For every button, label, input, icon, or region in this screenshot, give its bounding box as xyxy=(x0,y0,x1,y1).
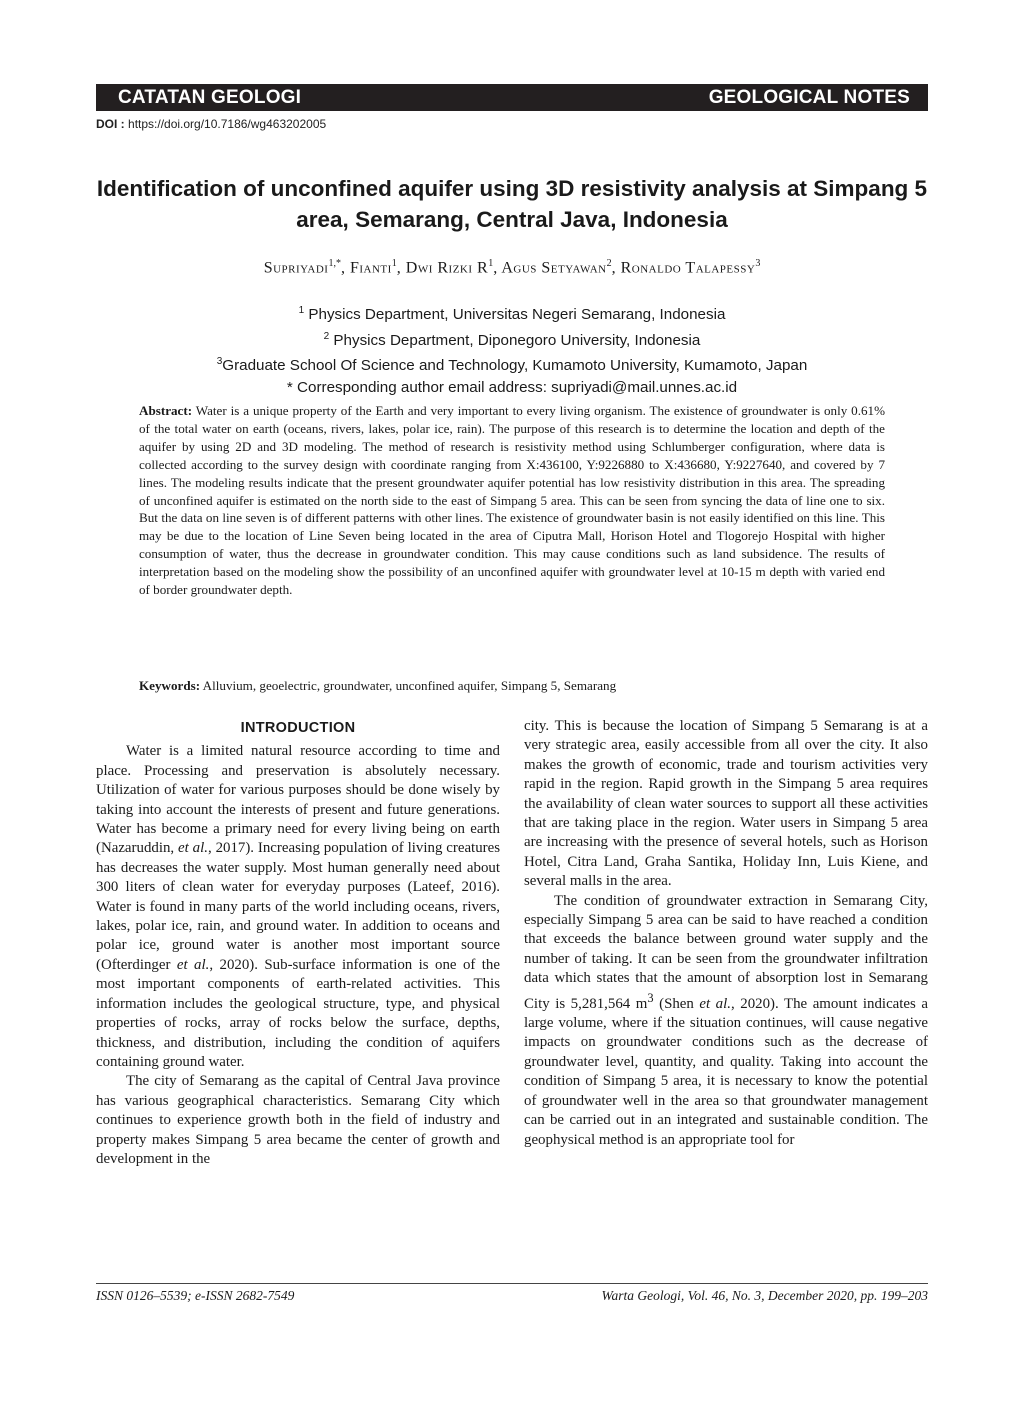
affiliations xyxy=(96,300,928,398)
body-column-right xyxy=(524,717,928,1150)
author-list: Supriyadi$^{1,*}$, Fianti$^1$, Dwi Rizki $R^1$, Agus Setyawan$^2$, Ronaldo Talapessy$^3$ xyxy=(263,258,761,277)
affiliation-line xyxy=(96,326,928,352)
body-paragraph: The city of Semarang as the capital of Central Java province has various geographical characteristics. Semarang City which continues to experience growth both in the field of industry and property makes Simpang 5 area became the center of growth and development in the xyxy=(96,1073,500,1167)
author-affiliation-mark: 2 xyxy=(606,258,612,269)
paragraph-text: Water is a limited natural resource according to time and place. Processing and preservation is absolutely necessary. Utilization of water for various purposes should be done wisely by taking into account the interests of present and future generations. Water has become a primary need for every living being on earth (Nazaruddin, xyxy=(96,743,500,857)
paragraph-text: The condition of groundwater extraction in Semarang City, especially Simpang 5 area can be said to have reached a condition that exceeds the balance between ground water supply and the number of taking. It can be seen from the groundwater infiltration data which states that the amount of absorption lost in Semarang City is 5,281,564 m xyxy=(524,892,928,1012)
affiliation-line xyxy=(96,300,928,326)
body-paragraph xyxy=(96,742,500,1072)
footer-issn: ISSN 0126–5539; e-ISSN 2682-7549 xyxy=(96,1288,295,1303)
affiliation-mark: 1 xyxy=(298,305,305,316)
keywords-label: Keywords: xyxy=(139,678,201,693)
section-label-right: GEOLOGICAL NOTES xyxy=(708,86,910,108)
journal-header-bar xyxy=(96,84,928,111)
affiliation-mark: 2 xyxy=(323,330,330,342)
body-paragraph: city. This is because the location of Simpang 5 Semarang is at a very strategic area, easily accessible from all over the city. It also makes the growth of economic, trade and tourism activities very rapid in the region. Rapid growth in the Simpang 5 area requires the availability of clean water sources to support all these activities that are taking place in the region. Water users in Simpang 5 area are increasing with the presence of several hotels, such as Horison Hotel, Citra Land, Graha Santika, Holiday Inn, Luis Kiene, and several malls in the area. xyxy=(524,718,928,890)
citation-etal: et al. xyxy=(176,956,210,973)
paragraph-text: , 2017). Increasing population of living creatures has decreases the water supply. Most human generally need about 300 liters of clean water for everyday purposes (Lateef, 2016). Water is found in many parts of the world including oceans, rivers, lakes, polar ice, rain, and ground water. In addition to oceans and polar ice, ground water is another most important source (Ofterdinger xyxy=(96,840,501,973)
abstract-label: Abstract: xyxy=(139,403,193,418)
citation-etal: et al. xyxy=(178,840,208,857)
affiliation-line xyxy=(96,351,928,377)
section-heading-introduction: INTRODUCTION xyxy=(240,720,356,736)
affiliation-text: Graduate School Of Science and Technology, Kumamoto University, Kumamoto, Japan xyxy=(222,357,808,375)
author-affiliation-mark: 1,* xyxy=(328,258,341,269)
author-affiliation-mark: 3 xyxy=(755,258,761,269)
author-name: Ronaldo Talapessy xyxy=(620,259,756,277)
author-name: Fianti xyxy=(349,259,392,277)
citation-etal: et al. xyxy=(699,995,731,1012)
body-paragraph xyxy=(524,892,928,1150)
author-affiliation-mark: 1 xyxy=(488,258,494,269)
paragraph-text: (Shen xyxy=(653,995,700,1012)
paragraph-text: , 2020). Sub-surface information is one of the most important components of earth-related activities. This information includes the geological structure, type, and physical properties of rocks, array of rocks below the surface, depths, thickness, and distribution, including the condition of aquifers containing ground water. xyxy=(96,956,500,1070)
footer-divider xyxy=(96,1283,928,1284)
section-label-left: CATATAN GEOLOGI xyxy=(118,86,302,108)
corresponding-author-line xyxy=(96,377,928,399)
affiliation-mark: 3 xyxy=(216,356,223,368)
affiliation-text: Physics Department, Diponegoro University, Indonesia xyxy=(333,331,701,349)
author-name: Agus Setyawan xyxy=(501,259,607,277)
affiliation-text: Physics Department, Universitas Negeri Semarang, Indonesia xyxy=(308,306,726,324)
abstract-text: Water is a unique property of the Earth and very important to every living organism. The existence of groundwater is only 0.61% of the total water on earth (oceans, rivers, lakes, polar ice, rain). The purpose of this research is to determine the location and depth of the aquifer by using 2D and 3D modeling. The method of research is resistivity method using Schlumberger configuration, where data is collected according to the survey design with coordinate ranging from X:436100, Y:9226880 to X:436680, Y:9227640, and covered by 7 lines. The modeling results indicate that the present groundwater aquifer potential has low resistivity distribution in this area. The spreading of unconfined aquifer is estimated on the north side to the east of Simpang 5 area. This can be seen from syncing the data of line one to six. But the data on line seven is of different patterns with other lines. The existence of groundwater basin is not easily identified on this line. This may be due to the location of Line Seven being located in the area of Ciputra Mall, Horison Hotel and Tlogorejo Hospital with higher consumption of water, thus the decrease in groundwater condition. This may cause conditions such as land subsidence. The results of interpretation based on the modeling show the possibility of an unconfined aquifer with groundwater level at 10-15 m depth with varied end of border groundwater depth. xyxy=(139,403,885,598)
author-name: Dwi Rizki R xyxy=(405,259,489,277)
superscript: 3 xyxy=(647,990,654,1005)
doi-label: DOI : xyxy=(96,117,125,131)
keywords xyxy=(139,678,885,694)
doi-link[interactable]: https://doi.org/10.7186/wg463202005 xyxy=(128,117,327,131)
doi-line xyxy=(96,117,326,131)
author-affiliation-mark: 1 xyxy=(391,258,397,269)
paper-title: Identification of unconfined aquifer using 3D resistivity analysis at Simpang 5 area, Semarang, Central Java, Indonesia xyxy=(96,176,928,232)
footer-citation: Warta Geologi, Vol. 46, No. 3, December 2020, pp. 199–203 xyxy=(601,1288,928,1303)
corresponding-author-text: * Corresponding author email address: supriyadi@mail.unnes.ac.id xyxy=(286,378,738,396)
body-column-left xyxy=(96,717,500,1169)
abstract xyxy=(139,402,885,599)
author-name: Supriyadi xyxy=(263,259,329,277)
keywords-text: Alluvium, geoelectric, groundwater, unconfined aquifer, Simpang 5, Semarang xyxy=(202,678,617,693)
paragraph-text: , 2020). The amount indicates a large volume, where if the situation continues, will cause negative impacts on groundwater conditions such as the decrease of groundwater level, quantity, and quality. Taking into account the condition of Simpang 5 area, it is necessary to know the potential of groundwater well in the area so that groundwater management can be carried out in an integrated and sustainable condition. The geophysical method is an appropriate tool for xyxy=(524,995,928,1148)
